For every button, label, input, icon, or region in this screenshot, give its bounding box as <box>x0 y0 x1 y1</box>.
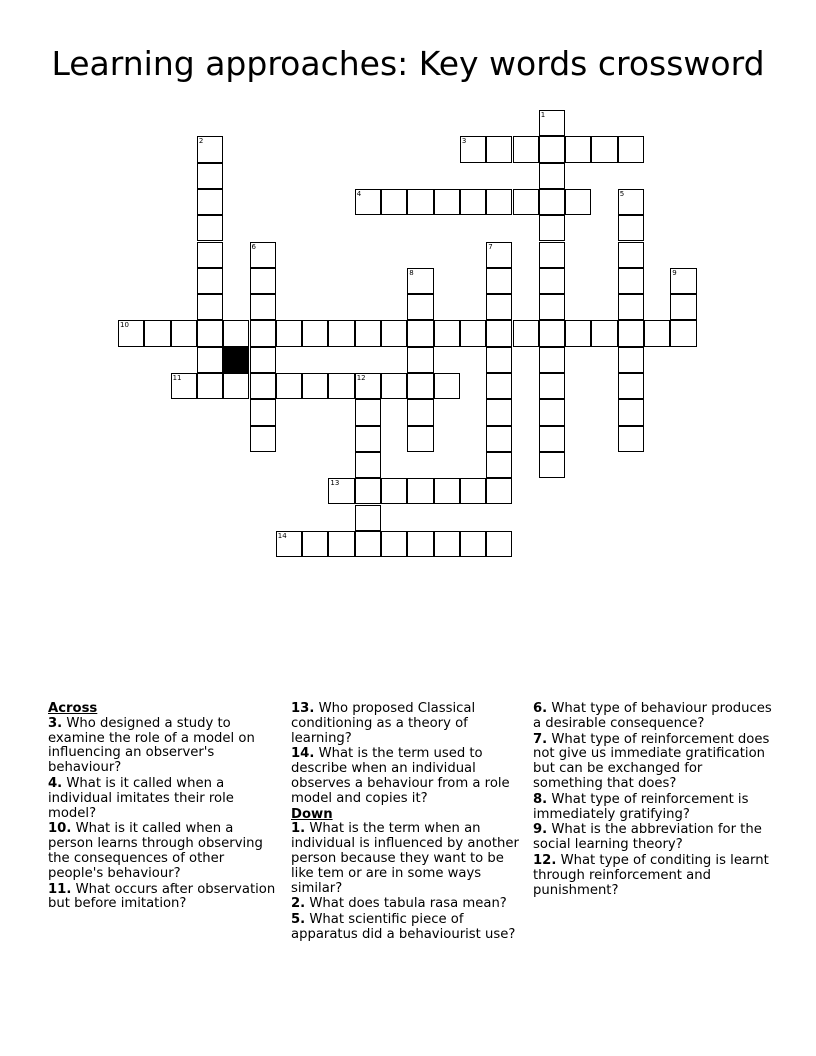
grid-cell[interactable] <box>565 189 591 215</box>
grid-cell[interactable] <box>670 320 696 346</box>
grid-cell[interactable] <box>328 320 354 346</box>
grid-cell[interactable] <box>381 478 407 504</box>
clue <box>291 913 527 943</box>
clue-number: 13 <box>330 479 340 488</box>
grid-cell[interactable] <box>355 452 381 478</box>
grid-cell[interactable] <box>618 189 644 215</box>
page-title: Learning approaches: Key words crossword <box>51 44 765 83</box>
clue-num: 13. <box>291 701 315 716</box>
grid-cell[interactable] <box>197 163 223 189</box>
grid-cell[interactable] <box>407 478 433 504</box>
grid-cell[interactable] <box>434 373 460 399</box>
grid-cell[interactable] <box>539 373 565 399</box>
clue-number: 11 <box>172 374 182 382</box>
clue-text: What type of conditing is learnt through reinforcement and punishment? <box>533 852 769 898</box>
clue-text: What is the term used to describe when an individual observes a behaviour from a role model and copies it? <box>291 746 510 806</box>
grid-cell[interactable] <box>250 268 276 294</box>
grid-cell[interactable] <box>197 136 223 162</box>
grid-cell[interactable] <box>407 399 433 425</box>
grid-cell[interactable] <box>381 189 407 215</box>
grid-cell[interactable] <box>539 320 565 346</box>
clue-num: 1. <box>291 821 306 837</box>
grid-cell[interactable] <box>539 215 565 241</box>
clue-num: 9. <box>533 822 548 838</box>
grid-cell[interactable] <box>618 294 644 320</box>
black-cell <box>223 347 249 373</box>
grid-cell[interactable] <box>434 531 460 557</box>
clue-text: What is the abbreviation for the social learning theory? <box>533 822 762 853</box>
grid-cell[interactable] <box>618 268 644 294</box>
grid-cell[interactable] <box>460 320 486 346</box>
grid-cell[interactable] <box>407 426 433 452</box>
grid-cell[interactable] <box>355 320 381 346</box>
grid-cell[interactable] <box>486 242 512 268</box>
grid-cell[interactable] <box>618 373 644 399</box>
clue-number: 2 <box>198 137 204 146</box>
clue-number: 6 <box>251 242 256 251</box>
grid-cell[interactable] <box>302 320 328 346</box>
clue-num: 3. <box>48 715 63 731</box>
grid-cell[interactable] <box>539 347 565 373</box>
clues-column-1 <box>48 702 280 913</box>
grid-cell[interactable] <box>407 347 433 373</box>
clue-num: 11. <box>48 881 72 897</box>
grid-cell[interactable] <box>355 478 381 504</box>
grid-cell[interactable] <box>355 373 381 399</box>
grid-cell[interactable] <box>460 478 486 504</box>
clue-number: 5 <box>619 189 625 198</box>
grid-cell[interactable] <box>407 373 433 399</box>
clue-number: 4 <box>356 189 362 198</box>
grid-cell[interactable] <box>539 268 565 294</box>
clue <box>48 777 280 821</box>
grid-cell[interactable] <box>250 320 276 346</box>
grid-cell[interactable] <box>407 268 433 294</box>
grid-cell[interactable] <box>250 294 276 320</box>
clue <box>291 747 527 806</box>
grid-cell[interactable] <box>539 189 565 215</box>
grid-cell[interactable] <box>565 320 591 346</box>
clue-num: 5. <box>291 912 306 928</box>
clue <box>291 822 527 896</box>
grid-cell[interactable] <box>539 294 565 320</box>
grid-cell[interactable] <box>250 426 276 452</box>
grid-cell[interactable] <box>644 320 670 346</box>
clue-number: 8 <box>409 268 414 277</box>
grid-cell[interactable] <box>434 478 460 504</box>
grid-cell[interactable] <box>250 242 276 268</box>
grid-cell[interactable] <box>276 320 302 346</box>
grid-cell[interactable] <box>486 320 512 346</box>
grid-cell[interactable] <box>486 294 512 320</box>
clue <box>533 793 773 823</box>
grid-cell[interactable] <box>381 531 407 557</box>
grid-cell[interactable] <box>197 373 223 399</box>
clue-num: 4. <box>48 775 63 791</box>
grid-cell[interactable] <box>355 399 381 425</box>
clue-text: What type of reinforcement is immediately gratifying? <box>533 791 749 822</box>
grid-cell[interactable] <box>513 189 539 215</box>
clue-text: What is it called when a individual imitates their role model? <box>48 775 234 821</box>
grid-cell[interactable] <box>591 320 617 346</box>
clue-num: 8. <box>533 791 548 807</box>
grid-cell[interactable] <box>618 136 644 162</box>
clue-number: 3 <box>461 137 467 146</box>
grid-cell[interactable] <box>486 136 512 162</box>
clue <box>291 702 527 746</box>
clue-text: What is it called when a person learns through observing the consequences of other people's behaviour? <box>48 821 263 881</box>
clue <box>533 702 773 732</box>
grid-cell[interactable] <box>171 320 197 346</box>
grid-cell[interactable] <box>276 531 302 557</box>
clue-text: What occurs after observation but before imitation? <box>48 881 276 912</box>
clue <box>533 823 773 853</box>
clue <box>533 854 773 898</box>
clue <box>48 822 280 881</box>
grid-cell[interactable] <box>539 110 565 136</box>
grid-cell[interactable] <box>197 215 223 241</box>
clue-text: What does tabula rasa mean? <box>305 896 507 912</box>
grid-cell[interactable] <box>434 189 460 215</box>
clue-num: 10. <box>48 821 72 837</box>
grid-cell[interactable] <box>407 189 433 215</box>
grid-cell[interactable] <box>670 268 696 294</box>
grid-cell[interactable] <box>250 399 276 425</box>
grid-cell[interactable] <box>407 320 433 346</box>
grid-cell[interactable] <box>486 478 512 504</box>
grid-cell[interactable] <box>302 531 328 557</box>
grid-cell[interactable] <box>407 531 433 557</box>
grid-cell[interactable] <box>355 531 381 557</box>
clue-text: What is the term when an individual is influenced by another person because they want to be like tem or are in some ways similar? <box>291 821 519 896</box>
grid-cell[interactable] <box>197 294 223 320</box>
grid-cell[interactable] <box>434 320 460 346</box>
grid-cell[interactable] <box>381 373 407 399</box>
clue-num: 12. <box>533 852 557 868</box>
grid-cell[interactable] <box>460 531 486 557</box>
grid-cell[interactable] <box>486 426 512 452</box>
grid-cell[interactable] <box>618 242 644 268</box>
grid-cell[interactable] <box>197 189 223 215</box>
grid-cell[interactable] <box>539 242 565 268</box>
grid-cell[interactable] <box>539 163 565 189</box>
grid-cell[interactable] <box>460 189 486 215</box>
grid-cell[interactable] <box>486 268 512 294</box>
clue <box>48 717 280 776</box>
grid-cell[interactable] <box>250 347 276 373</box>
clue-num: 7. <box>533 731 548 747</box>
grid-cell[interactable] <box>486 189 512 215</box>
grid-cell[interactable] <box>486 531 512 557</box>
grid-cell[interactable] <box>591 136 617 162</box>
grid-cell[interactable] <box>328 373 354 399</box>
grid-cell[interactable] <box>486 399 512 425</box>
grid-cell[interactable] <box>618 426 644 452</box>
grid-cell[interactable] <box>407 294 433 320</box>
clue-text: Who proposed Classical conditioning as a theory of learning? <box>291 701 476 746</box>
grid-cell[interactable] <box>618 399 644 425</box>
grid-cell[interactable] <box>223 320 249 346</box>
down-heading: Down <box>291 806 333 822</box>
grid-cell[interactable] <box>197 268 223 294</box>
grid-cell[interactable] <box>539 399 565 425</box>
clue <box>48 883 280 913</box>
grid-cell[interactable] <box>539 452 565 478</box>
clue-number: 10 <box>120 321 129 330</box>
grid-cell[interactable] <box>539 426 565 452</box>
clue <box>533 733 773 792</box>
clues-column-2 <box>291 702 527 944</box>
clue <box>291 897 527 912</box>
grid-cell[interactable] <box>302 373 328 399</box>
clue-number: 7 <box>488 242 493 251</box>
clue-text: What type of reinforcement does not give us immediate gratification but can be exchanged for something that does? <box>533 731 770 791</box>
grid-cell[interactable] <box>328 478 354 504</box>
grid-cell[interactable] <box>276 373 302 399</box>
grid-cell[interactable] <box>328 531 354 557</box>
grid-cell[interactable] <box>171 373 197 399</box>
grid-cell[interactable] <box>670 294 696 320</box>
grid-cell[interactable] <box>618 215 644 241</box>
grid-cell[interactable] <box>144 320 170 346</box>
grid-cell[interactable] <box>513 320 539 346</box>
clue-text: What type of behaviour produces a desirable consequence? <box>533 701 772 731</box>
clue-number: 9 <box>672 268 677 277</box>
clue-number: 12 <box>356 374 366 382</box>
clue-num: 14. <box>291 746 315 762</box>
grid-cell[interactable] <box>197 320 223 346</box>
grid-cell[interactable] <box>197 242 223 268</box>
grid-cell[interactable] <box>618 320 644 346</box>
grid-cell[interactable] <box>460 136 486 162</box>
grid-cell[interactable] <box>618 347 644 373</box>
across-heading: Across <box>48 701 98 716</box>
clue-num: 2. <box>291 896 306 912</box>
grid-cell[interactable] <box>381 320 407 346</box>
grid-cell[interactable] <box>565 136 591 162</box>
clue-num: 6. <box>533 701 548 716</box>
grid-cell[interactable] <box>539 136 565 162</box>
clue-text: What scientific piece of apparatus did a behaviourist use? <box>291 912 516 942</box>
clue-text: Who designed a study to examine the role of a model on influencing an observer's behaviour? <box>48 715 255 776</box>
grid-cell[interactable] <box>118 320 144 346</box>
grid-cell[interactable] <box>486 452 512 478</box>
clues-column-3 <box>533 702 773 899</box>
grid-cell[interactable] <box>486 373 512 399</box>
grid-cell[interactable] <box>355 505 381 531</box>
grid-cell[interactable] <box>355 189 381 215</box>
grid-cell[interactable] <box>513 136 539 162</box>
clue-number: 14 <box>277 531 287 540</box>
grid-cell[interactable] <box>355 426 381 452</box>
grid-cell[interactable] <box>486 347 512 373</box>
grid-cell[interactable] <box>223 373 249 399</box>
grid-cell[interactable] <box>197 347 223 373</box>
clue-number: 1 <box>540 111 546 119</box>
grid-cell[interactable] <box>250 373 276 399</box>
